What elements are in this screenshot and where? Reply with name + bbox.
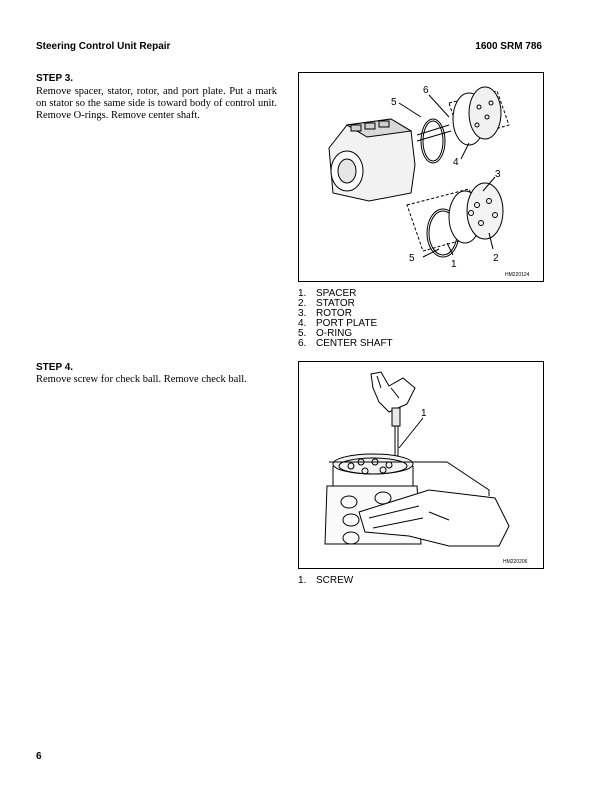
- callout-3: 3: [495, 169, 501, 180]
- callout-1: 1: [421, 408, 427, 419]
- step-3-legend: [298, 289, 393, 349]
- running-header-title: Steering Control Unit Repair: [36, 41, 171, 52]
- step-4-title: STEP 4.: [36, 362, 74, 373]
- step-3-figure: [298, 72, 544, 282]
- running-header-doc-number: 1600 SRM 786: [475, 41, 542, 52]
- step-4-figure: [298, 361, 544, 569]
- callout-4: 4: [453, 157, 459, 168]
- callout-2: 2: [493, 253, 499, 264]
- legend-item: 2. STATOR: [298, 298, 355, 309]
- legend-item: 1. SCREW: [298, 575, 354, 586]
- callout-5-upper: 5: [391, 97, 397, 108]
- callout-1: 1: [451, 259, 457, 270]
- page-number: 6: [36, 751, 42, 762]
- exploded-view-illustration: [299, 73, 543, 281]
- screw-removal-illustration: [299, 362, 543, 568]
- step-3-body: Remove spacer, stator, rotor, and port plate. Put a mark on stator so the same side is toward body of control unit. Remove O-rings. Remove center shaft.: [36, 86, 277, 121]
- legend-item: 6. CENTER SHAFT: [298, 338, 393, 349]
- callout-5-lower: 5: [409, 253, 415, 264]
- step-4-body: Remove screw for check ball. Remove check ball.: [36, 374, 247, 385]
- legend-item: 5. O-RING: [298, 328, 353, 339]
- figure-id: HM220124: [505, 272, 530, 278]
- legend-item: 1. SPACER: [298, 288, 357, 299]
- callout-6: 6: [423, 85, 429, 96]
- step-3-title: STEP 3.: [36, 73, 74, 84]
- legend-item: 4. PORT PLATE: [298, 318, 378, 329]
- step-4-legend: [298, 576, 353, 586]
- legend-item: 3. ROTOR: [298, 308, 352, 319]
- figure-id: HM220206: [503, 559, 528, 565]
